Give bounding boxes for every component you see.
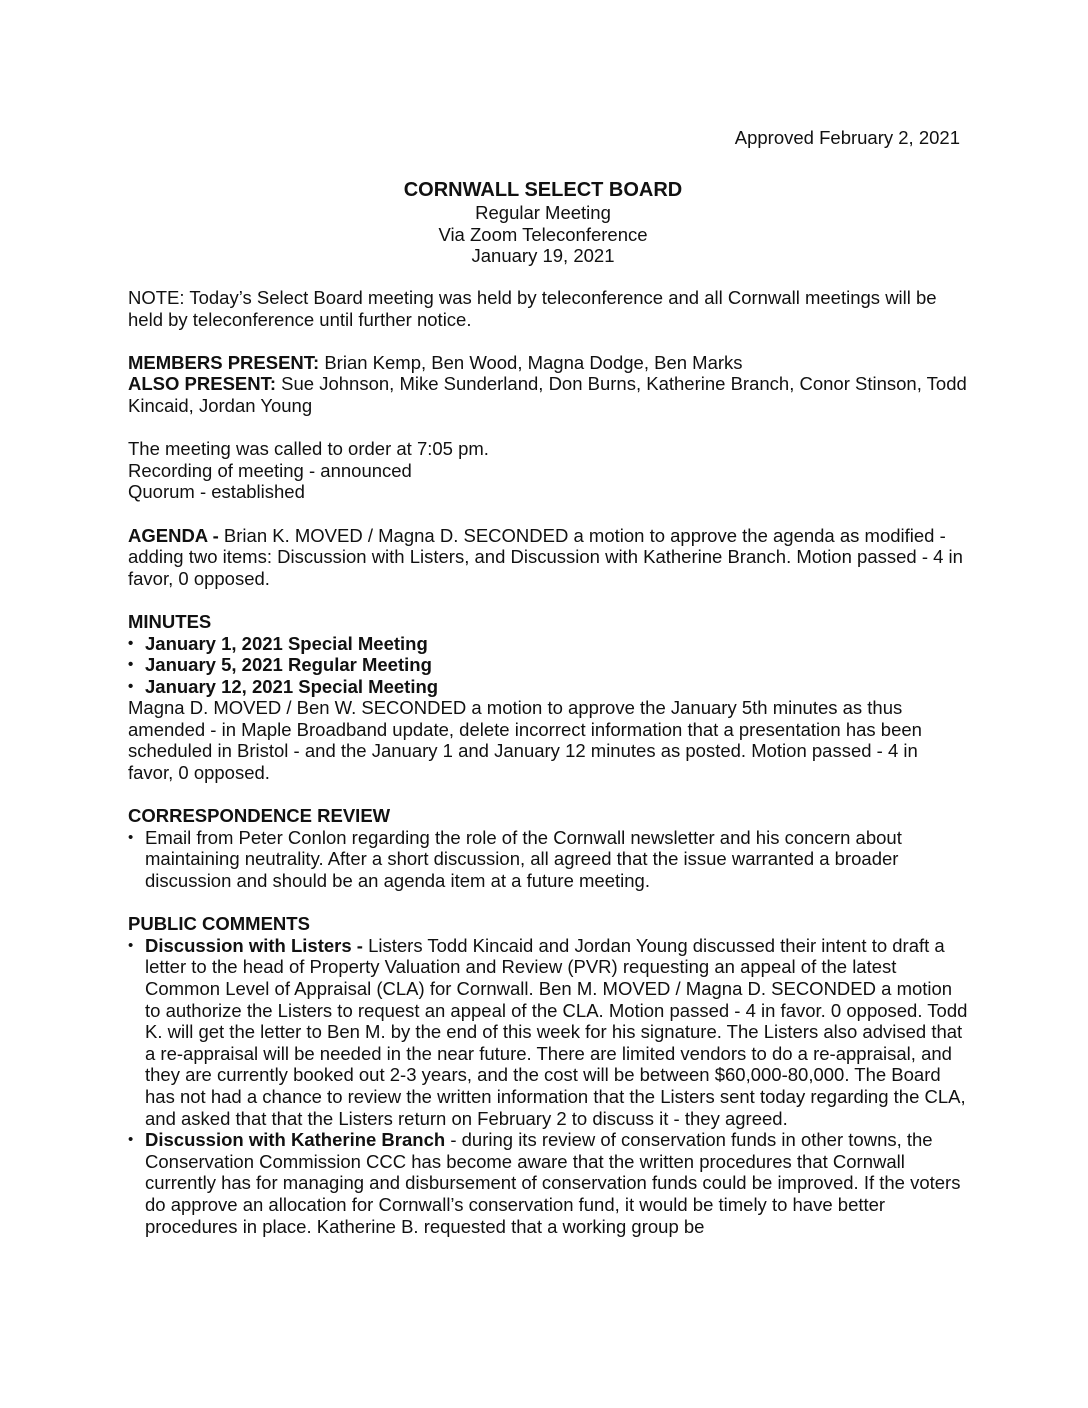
- members-present-list: Brian Kemp, Ben Wood, Magna Dodge, Ben Marks: [319, 351, 743, 373]
- list-item: • January 12, 2021 Special Meeting: [128, 676, 968, 698]
- approval-date: Approved February 2, 2021: [734, 127, 960, 148]
- public-comments-list: [128, 935, 968, 1237]
- document-header: [128, 178, 958, 267]
- list-item: [128, 1129, 968, 1237]
- branch-label: Discussion with Katherine Branch: [145, 1129, 446, 1151]
- minutes-section: [128, 611, 968, 784]
- minutes-body: [128, 287, 968, 1237]
- listers-label: Discussion with Listers -: [145, 934, 363, 956]
- list-item: [128, 935, 968, 1129]
- branch-text: - during its review of conservation funds in other towns, the Conservation Commission CCC has become aware that the written procedures that Cornwall currently has for managing and disbursement of conservation funds could be improved. If the voters do approve an allocation for Cornwall’s conservation fund, it would be timely to have better procedures in place. Katherine B. requested that a working group be: [145, 1129, 961, 1237]
- opening-block: [128, 438, 968, 503]
- call-to-order: The meeting was called to order at 7:05 pm.: [128, 438, 489, 460]
- correspondence-list: [128, 827, 968, 892]
- meeting-venue: Via Zoom Teleconference: [438, 223, 648, 245]
- list-item: • January 1, 2021 Special Meeting: [128, 633, 968, 655]
- document-page: [128, 0, 968, 1408]
- list-item: • January 5, 2021 Regular Meeting: [128, 654, 968, 676]
- meeting-date: January 19, 2021: [471, 245, 615, 267]
- listers-text: Listers Todd Kincaid and Jordan Young discussed their intent to draft a letter to the head of Property Valuation and Review (PVR) requesting an appeal of the latest Common Level of Appraisal (CLA) for Cornwall. Ben M. MOVED / Magna D. SECONDED a motion to authorize the Listers to request an appeal of the CLA. Motion passed - 4 in favor. 0 opposed. Todd K. will get the letter to Ben M. by the end of this week for his signature. The Listers also advised that a re-appraisal will be needed in the near future. There are limited vendors to do a re-appraisal, and they are currently booked out 2-3 years, and the cost will be between $60,000-80,000. The Board has not had a chance to review the written information that the Listers sent today regarding the CLA, and asked that that the Listers return on February 2 to discuss it - they agreed.: [145, 934, 968, 1129]
- minutes-list: [128, 633, 968, 698]
- agenda-label: AGENDA -: [128, 524, 219, 546]
- agenda-section: [128, 525, 968, 590]
- note-paragraph: NOTE: Today’s Select Board meeting was held by teleconference and all Cornwall meetings will be held by teleconference until further notice.: [128, 287, 937, 330]
- meeting-type: Regular Meeting: [475, 202, 611, 223]
- also-present-label: ALSO PRESENT:: [128, 373, 277, 395]
- correspondence-section: [128, 805, 968, 913]
- quorum-note: Quorum - established: [128, 481, 305, 503]
- recording-note: Recording of meeting - announced: [128, 459, 412, 481]
- also-present-list: Sue Johnson, Mike Sunderland, Don Burns, Katherine Branch, Conor Stinson, Todd Kincaid, Jordan Young: [128, 373, 967, 416]
- public-comments-heading: PUBLIC COMMENTS: [128, 913, 310, 935]
- minutes-heading: MINUTES: [128, 610, 212, 632]
- public-comments-section: [128, 913, 968, 1237]
- board-title: CORNWALL SELECT BOARD: [403, 179, 683, 201]
- minutes-motion: Magna D. MOVED / Ben W. SECONDED a motion to approve the January 5th minutes as thus amended - in Maple Broadband update, delete incorrect information that a presentation has been scheduled in Bristol - and the January 1 and January 12 minutes as posted. Motion passed - 4 in favor, 0 opposed.: [128, 697, 922, 784]
- members-present-label: MEMBERS PRESENT:: [128, 351, 320, 373]
- attendance: [128, 352, 968, 417]
- agenda-text: Brian K. MOVED / Magna D. SECONDED a motion to approve the agenda as modified - adding two items: Discussion with Listers, and Discussion with Katherine Branch. Motion passed - 4 in favor, 0 opposed.: [128, 524, 963, 589]
- correspondence-heading: CORRESPONDENCE REVIEW: [128, 805, 391, 827]
- list-item: • Email from Peter Conlon regarding the role of the Cornwall newsletter and his concern about maintaining neutrality. After a short discussion, all agreed that the issue warranted a broader discussion and should be an agenda item at a future meeting.: [128, 827, 968, 892]
